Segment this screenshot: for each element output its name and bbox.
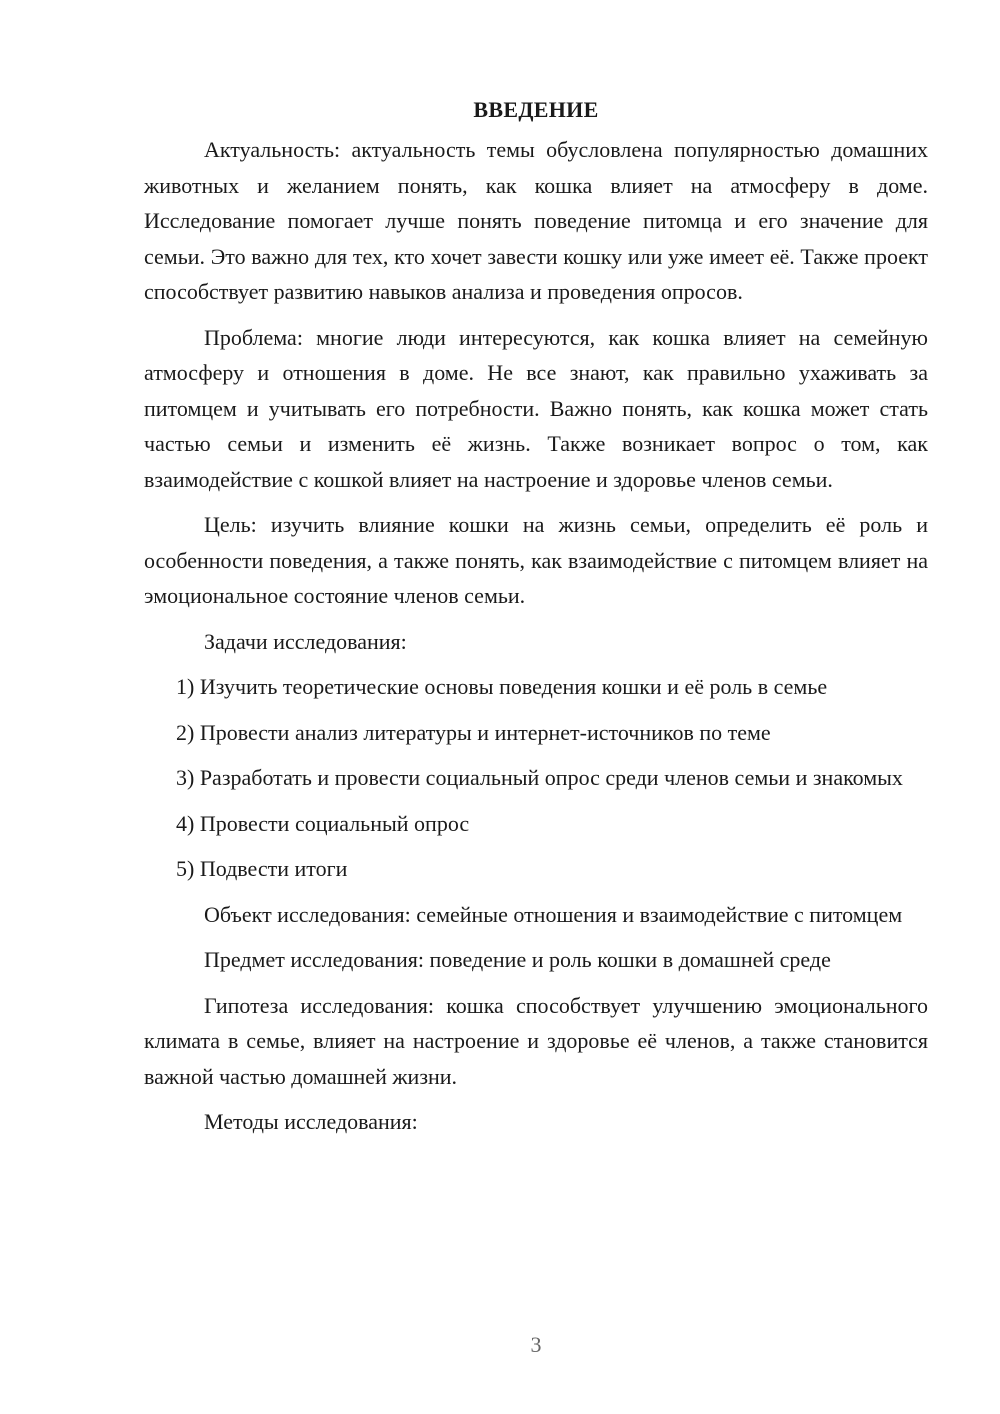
relevance-paragraph: Актуальность: актуальность темы обусловлена популярностью домашних животных и желанием понять, как кошка влияет на атмосферу в доме. Исследование помогает лучше понять поведение питомца и его значение для семьи. Это важно для тех, кто хочет завести кошку или уже имеет её. Также проект способствует развитию навыков анализа и проведения опросов.: [144, 137, 928, 304]
task-item-1: 1) Изучить теоретические основы поведения кошки и её роль в семье: [176, 674, 828, 699]
task-item-4: 4) Провести социальный опрос: [176, 810, 470, 836]
tasks-title: Задачи исследования:: [204, 628, 407, 654]
task-item-2: 2) Провести анализ литературы и интернет-источников по теме: [176, 719, 771, 745]
goal-paragraph: Цель: изучить влияние кошки на жизнь семьи, определить её роль и особенности поведения, а также понять, как взаимодействие с питомцем влияет на эмоциональное состояние членов семьи.: [144, 512, 928, 608]
section-heading: ВВЕДЕНИЕ: [473, 97, 599, 122]
subject-paragraph: Предмет исследования: поведение и роль кошки в домашней среде: [204, 947, 831, 972]
hypothesis-paragraph: Гипотеза исследования: кошка способствует улучшению эмоционального климата в семье, влияет на настроение и здоровье её членов, а также становится важной частью домашней жизни.: [144, 992, 928, 1089]
object-paragraph: Объект исследования: семейные отношения и взаимодействие с питомцем: [204, 901, 903, 927]
document-page: [144, 92, 928, 1150]
methods-title: Методы исследования:: [204, 1109, 418, 1134]
task-item-5: 5) Подвести итоги: [176, 856, 348, 881]
page-number: 3: [530, 1332, 542, 1357]
task-item-3: 3) Разработать и провести социальный опрос среди членов семьи и знакомых: [176, 765, 903, 790]
problem-paragraph: Проблема: многие люди интересуются, как кошка влияет на семейную атмосферу и отношения в доме. Не все знают, как правильно ухаживать за питомцем и учитывать его потребности. Важно понять, как кошка может стать частью семьи и изменить её жизнь. Также возникает вопрос о том, как взаимодействие с кошкой влияет на настроение и здоровье членов семьи.: [144, 324, 928, 492]
